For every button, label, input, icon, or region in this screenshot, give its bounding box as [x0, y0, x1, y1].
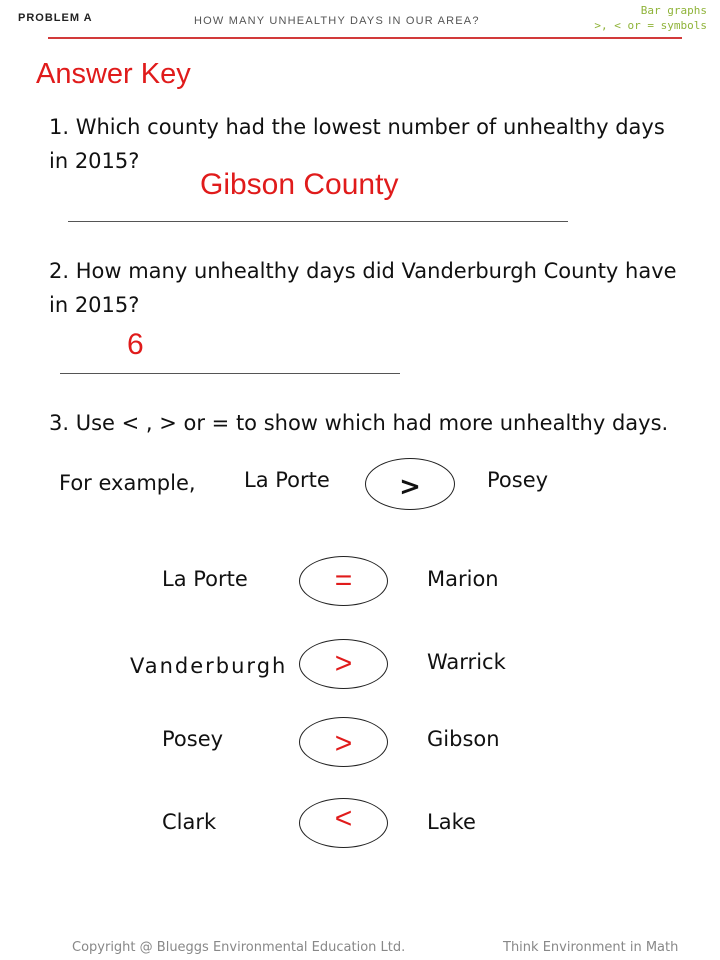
answer-line-1	[68, 221, 568, 222]
answer-2: 6	[127, 328, 144, 361]
comparison-2-left: Vanderburgh	[130, 654, 288, 678]
topic-tags	[594, 3, 707, 33]
comparison-2-oval	[299, 639, 388, 689]
problem-label: PROBLEM A	[18, 12, 93, 24]
copyright-notice: Copyright @ Blueggs Environmental Education Ltd.	[72, 940, 406, 955]
answer-line-2	[60, 373, 400, 374]
example-symbol-oval	[365, 458, 455, 510]
footer-tagline: Think Environment in Math	[503, 940, 679, 955]
answer-key-heading: Answer Key	[36, 58, 191, 90]
comparison-4-left: Clark	[162, 810, 217, 834]
example-prefix: For example,	[59, 471, 196, 495]
comparison-3-symbol: >	[334, 727, 353, 760]
example-symbol: >	[399, 472, 421, 502]
comparison-3-left: Posey	[162, 727, 224, 751]
example-left-county: La Porte	[244, 468, 330, 492]
header-divider	[48, 37, 682, 39]
comparison-4-oval	[299, 798, 388, 848]
comparison-1-left: La Porte	[162, 567, 248, 591]
example-right-county: Posey	[487, 468, 549, 492]
comparison-4-symbol: <	[334, 802, 353, 835]
comparison-1-right: Marion	[427, 567, 499, 591]
comparison-2-right: Warrick	[427, 650, 506, 674]
topic-tag-symbols: >, < or = symbols	[594, 19, 707, 32]
worksheet-title: HOW MANY UNHEALTHY DAYS IN OUR AREA?	[194, 15, 480, 27]
topic-tag-bar-graphs: Bar graphs	[640, 4, 707, 17]
comparison-2-symbol: >	[334, 647, 353, 680]
comparison-4-right: Lake	[427, 810, 476, 834]
comparison-3-oval	[299, 717, 388, 767]
question-2: 2. How many unhealthy days did Vanderburgh County have in 2015?	[49, 259, 677, 317]
question-1: 1. Which county had the lowest number of unhealthy days in 2015?	[49, 115, 665, 173]
comparison-1-symbol: =	[334, 564, 353, 597]
question-3: 3. Use < , > or = to show which had more unhealthy days.	[49, 411, 669, 435]
answer-1: Gibson County	[200, 168, 399, 201]
comparison-1-oval	[299, 556, 388, 606]
comparison-3-right: Gibson	[427, 727, 500, 751]
